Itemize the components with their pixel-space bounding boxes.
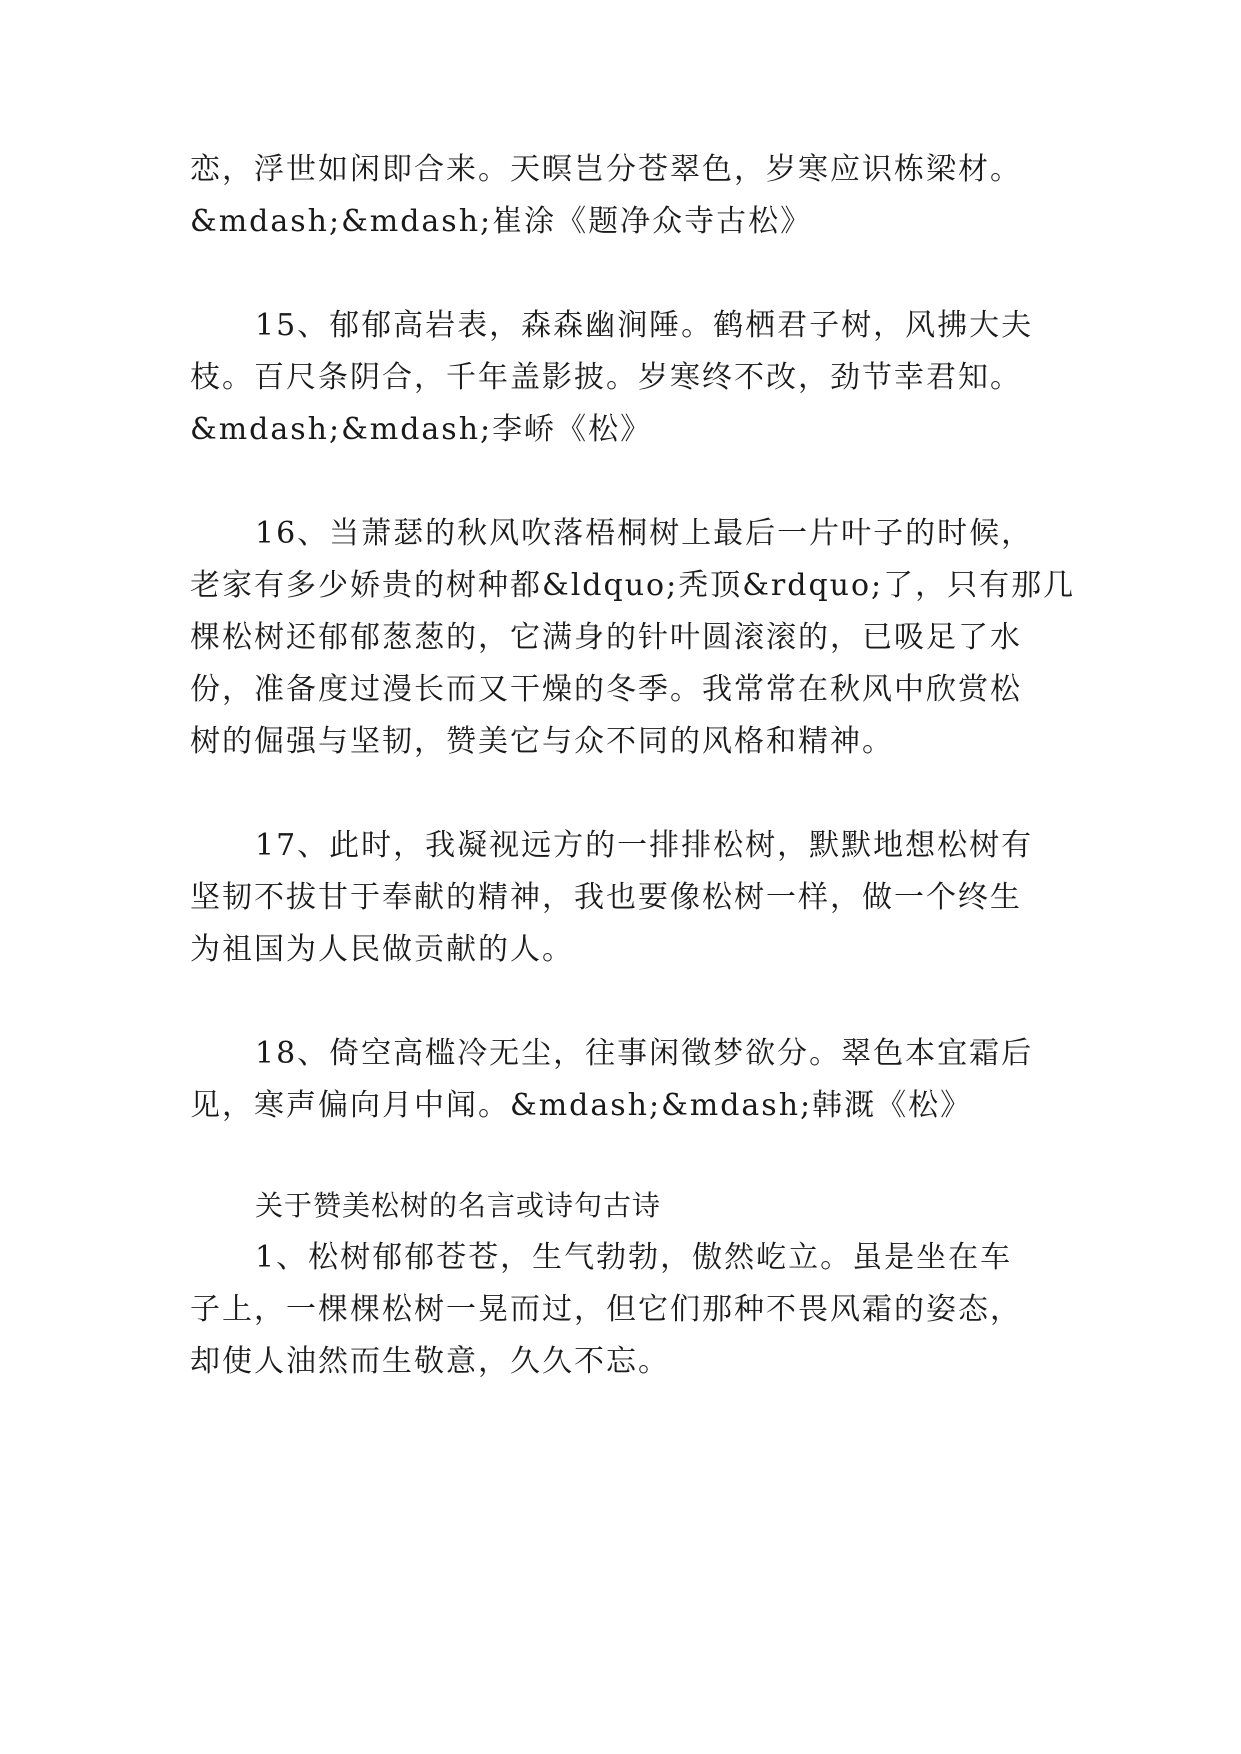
poem-14-line-1: 恋，浮世如闲即合来。天暝岂分苍翠色，岁寒应识栋梁材。 bbox=[190, 152, 1022, 187]
section-heading: 关于赞美松树的名言或诗句古诗 bbox=[255, 1189, 662, 1222]
poem-14-attribution: &mdash;&mdash;崔涂《题净众寺古松》 bbox=[190, 204, 813, 239]
paragraph-16-line-5: 树的倔强与坚韧，赞美它与众不同的风格和精神。 bbox=[190, 724, 894, 759]
poem-15-attribution: &mdash;&mdash;李峤《松》 bbox=[190, 412, 653, 447]
paragraph-16-line-2: 老家有多少娇贵的树种都&ldquo;秃顶&rdquo;了，只有那几 bbox=[190, 568, 1076, 603]
paragraph-16-line-3: 棵松树还郁郁葱葱的，它满身的针叶圆滚滚的，已吸足了水 bbox=[190, 620, 1022, 655]
poem-18-line-1: 18、倚空高槛冷无尘，往事闲徵梦欲分。翠色本宜霜后 bbox=[255, 1036, 1034, 1071]
poem-15-line-1: 15、郁郁高岩表，森森幽涧陲。鹤栖君子树，风拂大夫 bbox=[255, 308, 1034, 343]
quote-1-line-1: 1、松树郁郁苍苍，生气勃勃，傲然屹立。虽是坐在车 bbox=[255, 1240, 1013, 1275]
poem-18-line-2: 见，寒声偏向月中闻。&mdash;&mdash;韩溉《松》 bbox=[190, 1088, 973, 1123]
paragraph-17-line-3: 为祖国为人民做贡献的人。 bbox=[190, 932, 574, 967]
poem-15-line-2: 枝。百尺条阴合，千年盖影披。岁寒终不改，劲节幸君知。 bbox=[190, 360, 1022, 395]
paragraph-17-line-1: 17、此时，我凝视远方的一排排松树，默默地想松树有 bbox=[255, 828, 1034, 863]
paragraph-17-line-2: 坚韧不拔甘于奉献的精神，我也要像松树一样，做一个终生 bbox=[190, 880, 1022, 915]
paragraph-16-line-1: 16、当萧瑟的秋风吹落梧桐树上最后一片叶子的时候， bbox=[255, 516, 1034, 551]
paragraph-16-line-4: 份，准备度过漫长而又干燥的冬季。我常常在秋风中欣赏松 bbox=[190, 672, 1022, 707]
quote-1-line-2: 子上，一棵棵松树一晃而过，但它们那种不畏风霜的姿态， bbox=[190, 1292, 1022, 1327]
quote-1-line-3: 却使人油然而生敬意，久久不忘。 bbox=[190, 1344, 670, 1379]
